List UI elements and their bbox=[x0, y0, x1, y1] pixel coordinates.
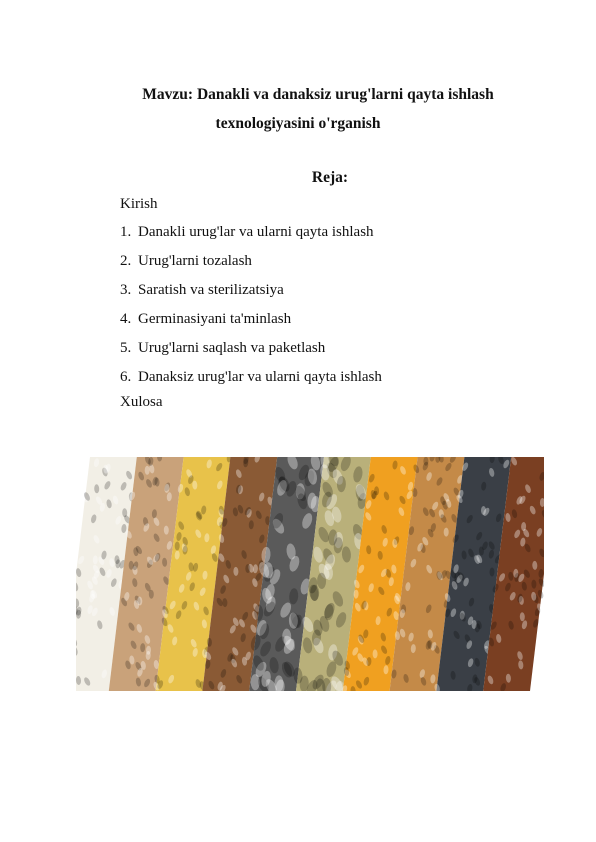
plan-item bbox=[120, 367, 382, 387]
plan-item-number: 3. bbox=[120, 282, 132, 298]
plan-item-number: 2. bbox=[120, 253, 132, 269]
plan-item-number: 5. bbox=[120, 340, 132, 356]
conclusion-label: Xulosa bbox=[120, 394, 163, 410]
title-line-1: Mavzu: Danakli va danaksiz urug'larni qayta ishlash bbox=[142, 86, 494, 103]
plan-item-number: 1. bbox=[120, 224, 132, 240]
plan-item-number: 6. bbox=[120, 369, 132, 385]
plan-item bbox=[120, 222, 374, 242]
plan-item-text: Danaksiz urug'lar va ularni qayta ishlash bbox=[138, 369, 382, 385]
plan-item bbox=[120, 338, 325, 358]
plan-heading: Reja: bbox=[311, 169, 349, 186]
plan-item-text: Urug'larni saqlash va paketlash bbox=[138, 340, 326, 356]
plan-item bbox=[120, 309, 291, 329]
plan-item-number: 4. bbox=[120, 311, 132, 327]
plan-item-text: Danakli urug'lar va ularni qayta ishlash bbox=[138, 224, 374, 240]
plan-item bbox=[120, 251, 252, 271]
title-line-2: texnologiyasini o'rganish bbox=[215, 115, 381, 132]
plan-item-text: Saratish va sterilizatsiya bbox=[138, 282, 284, 298]
plan-item-text: Urug'larni tozalash bbox=[138, 253, 252, 269]
plan-item bbox=[120, 280, 284, 300]
seeds-photo bbox=[76, 457, 544, 691]
intro-label: Kirish bbox=[120, 196, 158, 212]
plan-item-text: Germinasiyani ta'minlash bbox=[138, 311, 292, 327]
